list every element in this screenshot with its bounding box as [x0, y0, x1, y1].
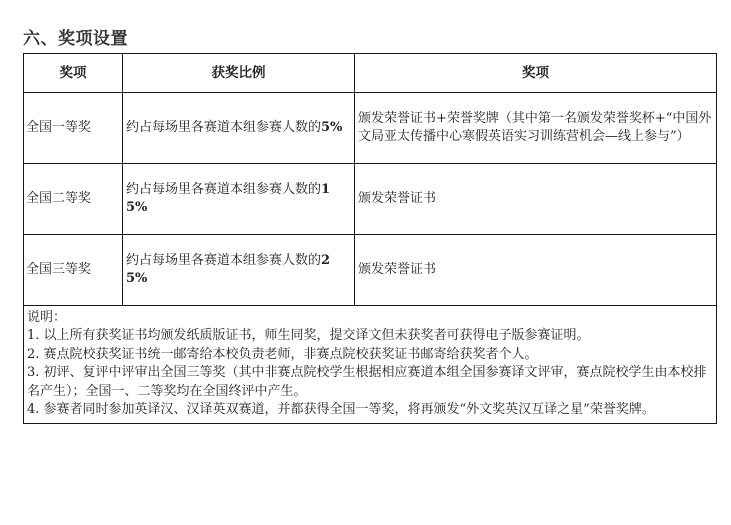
- award-ratio-text: 约占每场里各赛道本组参赛人数的: [126, 253, 322, 268]
- award-level-cell: 全国二等奖: [24, 164, 123, 235]
- award-content-cell: 颁发荣誉证书: [355, 235, 717, 306]
- award-ratio-value: 25%: [126, 253, 331, 286]
- note-item: 1. 以上所有获奖证书均颁发纸质版证书，师生同奖，提交译文但未获奖者可获得电子版参赛证明。: [27, 328, 590, 344]
- note-item: 3. 初评、复评中评审出全国三等奖（其中非赛点院校学生根据相应赛道本组全国参赛译文评审，赛点院校学生由本校排名产生）；全国一、二等奖均在全国终评中产生。: [27, 365, 707, 399]
- notes-heading: 说明：: [27, 310, 67, 325]
- award-level-cell: 全国三等奖: [24, 235, 123, 306]
- award-ratio-cell: [123, 235, 355, 306]
- award-ratio-text: 约占每场里各赛道本组参赛人数的: [126, 120, 322, 135]
- table-row: [24, 93, 717, 164]
- award-content-cell: 颁发荣誉证书+荣誉奖牌（其中第一名颁发荣誉奖杯+“中国外文局亚太传播中心寒假英语实习训练营机会—线上参与”）: [355, 93, 717, 164]
- section-title: 六、奖项设置: [23, 29, 128, 49]
- table-header-row: [24, 54, 717, 93]
- award-ratio-text: 约占每场里各赛道本组参赛人数的: [126, 182, 322, 197]
- note-item: 4. 参赛者同时参加英译汉、汉译英双赛道，并都获得全国一等奖，将再颁发“外文奖英汉互译之星”荣誉奖牌。: [27, 402, 655, 418]
- notes-row: [24, 306, 717, 424]
- header-award-content: 奖项: [355, 54, 717, 93]
- notes-cell: [24, 306, 717, 424]
- award-level-cell: 全国一等奖: [24, 93, 123, 164]
- table-row: [24, 235, 717, 306]
- note-item: 2. 赛点院校获奖证书统一邮寄给本校负责老师，非赛点院校获奖证书邮寄给获奖者个人。: [27, 346, 538, 362]
- award-ratio-cell: [123, 164, 355, 235]
- awards-table: [23, 53, 717, 424]
- award-ratio-value: 15%: [126, 182, 331, 215]
- award-ratio-cell: [123, 93, 355, 164]
- header-award-level: 奖项: [24, 54, 123, 93]
- table-row: [24, 164, 717, 235]
- header-award-ratio: 获奖比例: [123, 54, 355, 93]
- award-content-cell: 颁发荣誉证书: [355, 164, 717, 235]
- award-ratio-value: 5%: [321, 120, 343, 135]
